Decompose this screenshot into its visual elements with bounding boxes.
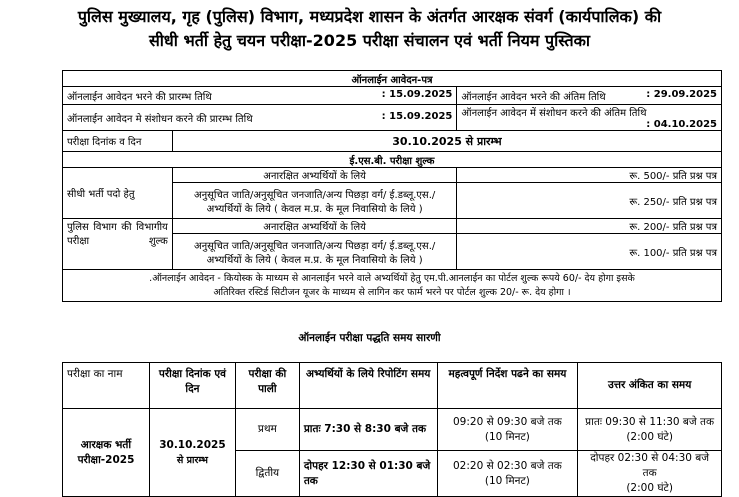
reporting-2: दोपहर 12:30 से 01:30 बजे तक bbox=[299, 451, 437, 497]
edit-end-cell bbox=[457, 105, 722, 131]
fee-unreserved-departmental: रू. 200/- प्रति प्रश्न पत्र bbox=[457, 219, 722, 234]
fee-header: ई.एस.बी. परीक्षा शुल्क bbox=[63, 152, 722, 168]
fee-reserved-direct: रू. 250/- प्रति प्रश्न पत्र bbox=[457, 183, 722, 219]
answer-2 bbox=[578, 451, 722, 497]
end-date-cell bbox=[457, 87, 722, 105]
reserved-label-2-line2: अभ्यर्थियों के लिये ( केवल म.प्र. के मूल निवासियो के लिये ) bbox=[206, 254, 423, 266]
exam-date-label: परीक्षा दिनांक व दिन bbox=[63, 131, 173, 152]
portal-fee-note-line2: अतिरिक्त रस्टिर्ड सिटीजन यूजर के माध्यम से लागिन कर फार्म भरने पर पोर्टल शुल्क 20/- रू. देय होगा । bbox=[213, 286, 571, 298]
doc-title-line2: सीधी भर्ती हेतु चयन परीक्षा-2025 परीक्षा संचालन एवं भर्ती नियम पुस्तिका bbox=[148, 31, 591, 50]
direct-recruit-label: सीधी भर्ती पदो हेतु bbox=[63, 168, 173, 219]
end-date-value: : 29.09.2025 bbox=[646, 88, 717, 100]
reporting-1: प्रातः 7:30 से 8:30 बजे तक bbox=[299, 409, 437, 451]
departmental-fee-label: पुलिस विभाग की विभागीय परीक्षा शुल्क bbox=[63, 219, 173, 270]
portal-fee-note bbox=[63, 270, 722, 302]
answer-1-duration: (2:00 घंटे) bbox=[626, 430, 673, 443]
fee-reserved-departmental: रू. 100/- प्रति प्रश्न पत्र bbox=[457, 234, 722, 270]
fee-unreserved-direct: रू. 500/- प्रति प्रश्न पत्र bbox=[457, 168, 722, 183]
instructions-1-duration: (10 मिनट) bbox=[484, 430, 530, 443]
unreserved-label-2: अनारक्षित अभ्यर्थियों के लिये bbox=[172, 219, 457, 234]
answer-2-duration: (2:00 घंटे) bbox=[626, 482, 673, 494]
answer-2-time: दोपहर 02:30 से 04:30 बजे तक bbox=[590, 452, 710, 479]
schedule-caption: ऑनलाईन परीक्षा पद्धति समय सारणी bbox=[298, 332, 441, 344]
header-shift: परीक्षा की पाली bbox=[235, 363, 299, 409]
unreserved-label-1: अनारक्षित अभ्यर्थियों के लिये bbox=[172, 168, 457, 183]
header-reporting: अभ्यर्थियों के लिये रिपोटिंग समय bbox=[299, 363, 437, 409]
schedule-table bbox=[62, 362, 722, 497]
shift-1: प्रथम bbox=[235, 409, 299, 451]
header-exam-date: परीक्षा दिनांक एवं दिन bbox=[149, 363, 235, 409]
reserved-label-1 bbox=[172, 183, 457, 219]
reserved-label-1-line2: अभ्यर्थियों के लिये ( केवल म.प्र. के मूल निवासियो के लिये ) bbox=[206, 203, 423, 215]
header-instructions: महत्वपूर्ण निर्देश पढने का समय bbox=[437, 363, 578, 409]
start-date-value: : 15.09.2025 bbox=[381, 88, 453, 100]
exam-date-suffix: से प्रारम्भ bbox=[176, 454, 208, 466]
application-fee-table bbox=[62, 70, 722, 302]
exam-date-cell bbox=[149, 409, 235, 497]
instructions-2-time: 02:20 से 02:30 बजे तक bbox=[453, 459, 562, 472]
instructions-2-duration: (10 मिनट) bbox=[484, 474, 530, 487]
edit-end-value: : 04.10.2025 bbox=[646, 119, 717, 130]
answer-1 bbox=[578, 409, 722, 451]
edit-start-value: : 15.09.2025 bbox=[381, 110, 453, 122]
doc-title-line1: पुलिस मुख्यालय, गृह (पुलिस) विभाग, मध्यप्रदेश शासन के अंतर्गत आरक्षक संवर्ग (कार्यपालिक) की bbox=[77, 7, 662, 26]
header-exam-name: परीक्षा का नाम bbox=[63, 363, 150, 409]
edit-start-label: ऑनलाईन आवेदन मे संशोधन करने की प्रारम्भ तिथि bbox=[67, 113, 253, 125]
shift-2: द्वितीय bbox=[235, 451, 299, 497]
header-answer: उत्तर अंकित का समय bbox=[578, 363, 722, 409]
instructions-2 bbox=[437, 451, 578, 497]
reserved-label-2 bbox=[172, 234, 457, 270]
exam-date-number: 30.10.2025 bbox=[159, 438, 226, 451]
application-header: ऑनलाईन आवेदन-पत्र bbox=[63, 71, 722, 87]
answer-1-time: प्रातः 09:30 से 11:30 बजे तक bbox=[585, 415, 715, 428]
exam-name-value: आरक्षक भर्ती परीक्षा-2025 bbox=[63, 409, 150, 497]
end-date-label: ऑनलाईन आवेदन भरने की अंतिम तिथि bbox=[461, 91, 606, 103]
exam-date-value: 30.10.2025 से प्रारम्भ bbox=[172, 131, 721, 152]
edit-start-cell bbox=[63, 105, 457, 131]
start-date-label: ऑनलाईन आवेदन भरने की प्रारम्भ तिथि bbox=[67, 91, 212, 103]
reserved-label-1-line1: अनुसूचित जाति/अनुसूचित जनजाति/अन्य पिछड़ा वर्ग/ ई.डब्लू.एस./ bbox=[193, 189, 436, 201]
start-date-cell bbox=[63, 87, 457, 105]
instructions-1-time: 09:20 से 09:30 बजे तक bbox=[453, 415, 562, 428]
edit-end-label: ऑनलाईन आवेदन में संशोधन करने की अंतिम तिथि bbox=[461, 108, 647, 119]
instructions-1 bbox=[437, 409, 578, 451]
reserved-label-2-line1: अनुसूचित जाति/अनुसूचित जनजाति/अन्य पिछड़ा वर्ग/ ई.डब्लू.एस./ bbox=[193, 240, 436, 252]
portal-fee-note-line1: .ऑनलाईन आवेदन - कियोस्क के माध्यम से आनलाईन भरने वाले अभ्यर्थियों हेतु एम.पी.आनलाईन का पोर्टल शुल्क रूपये 60/- देय होगा इसके bbox=[149, 272, 635, 284]
